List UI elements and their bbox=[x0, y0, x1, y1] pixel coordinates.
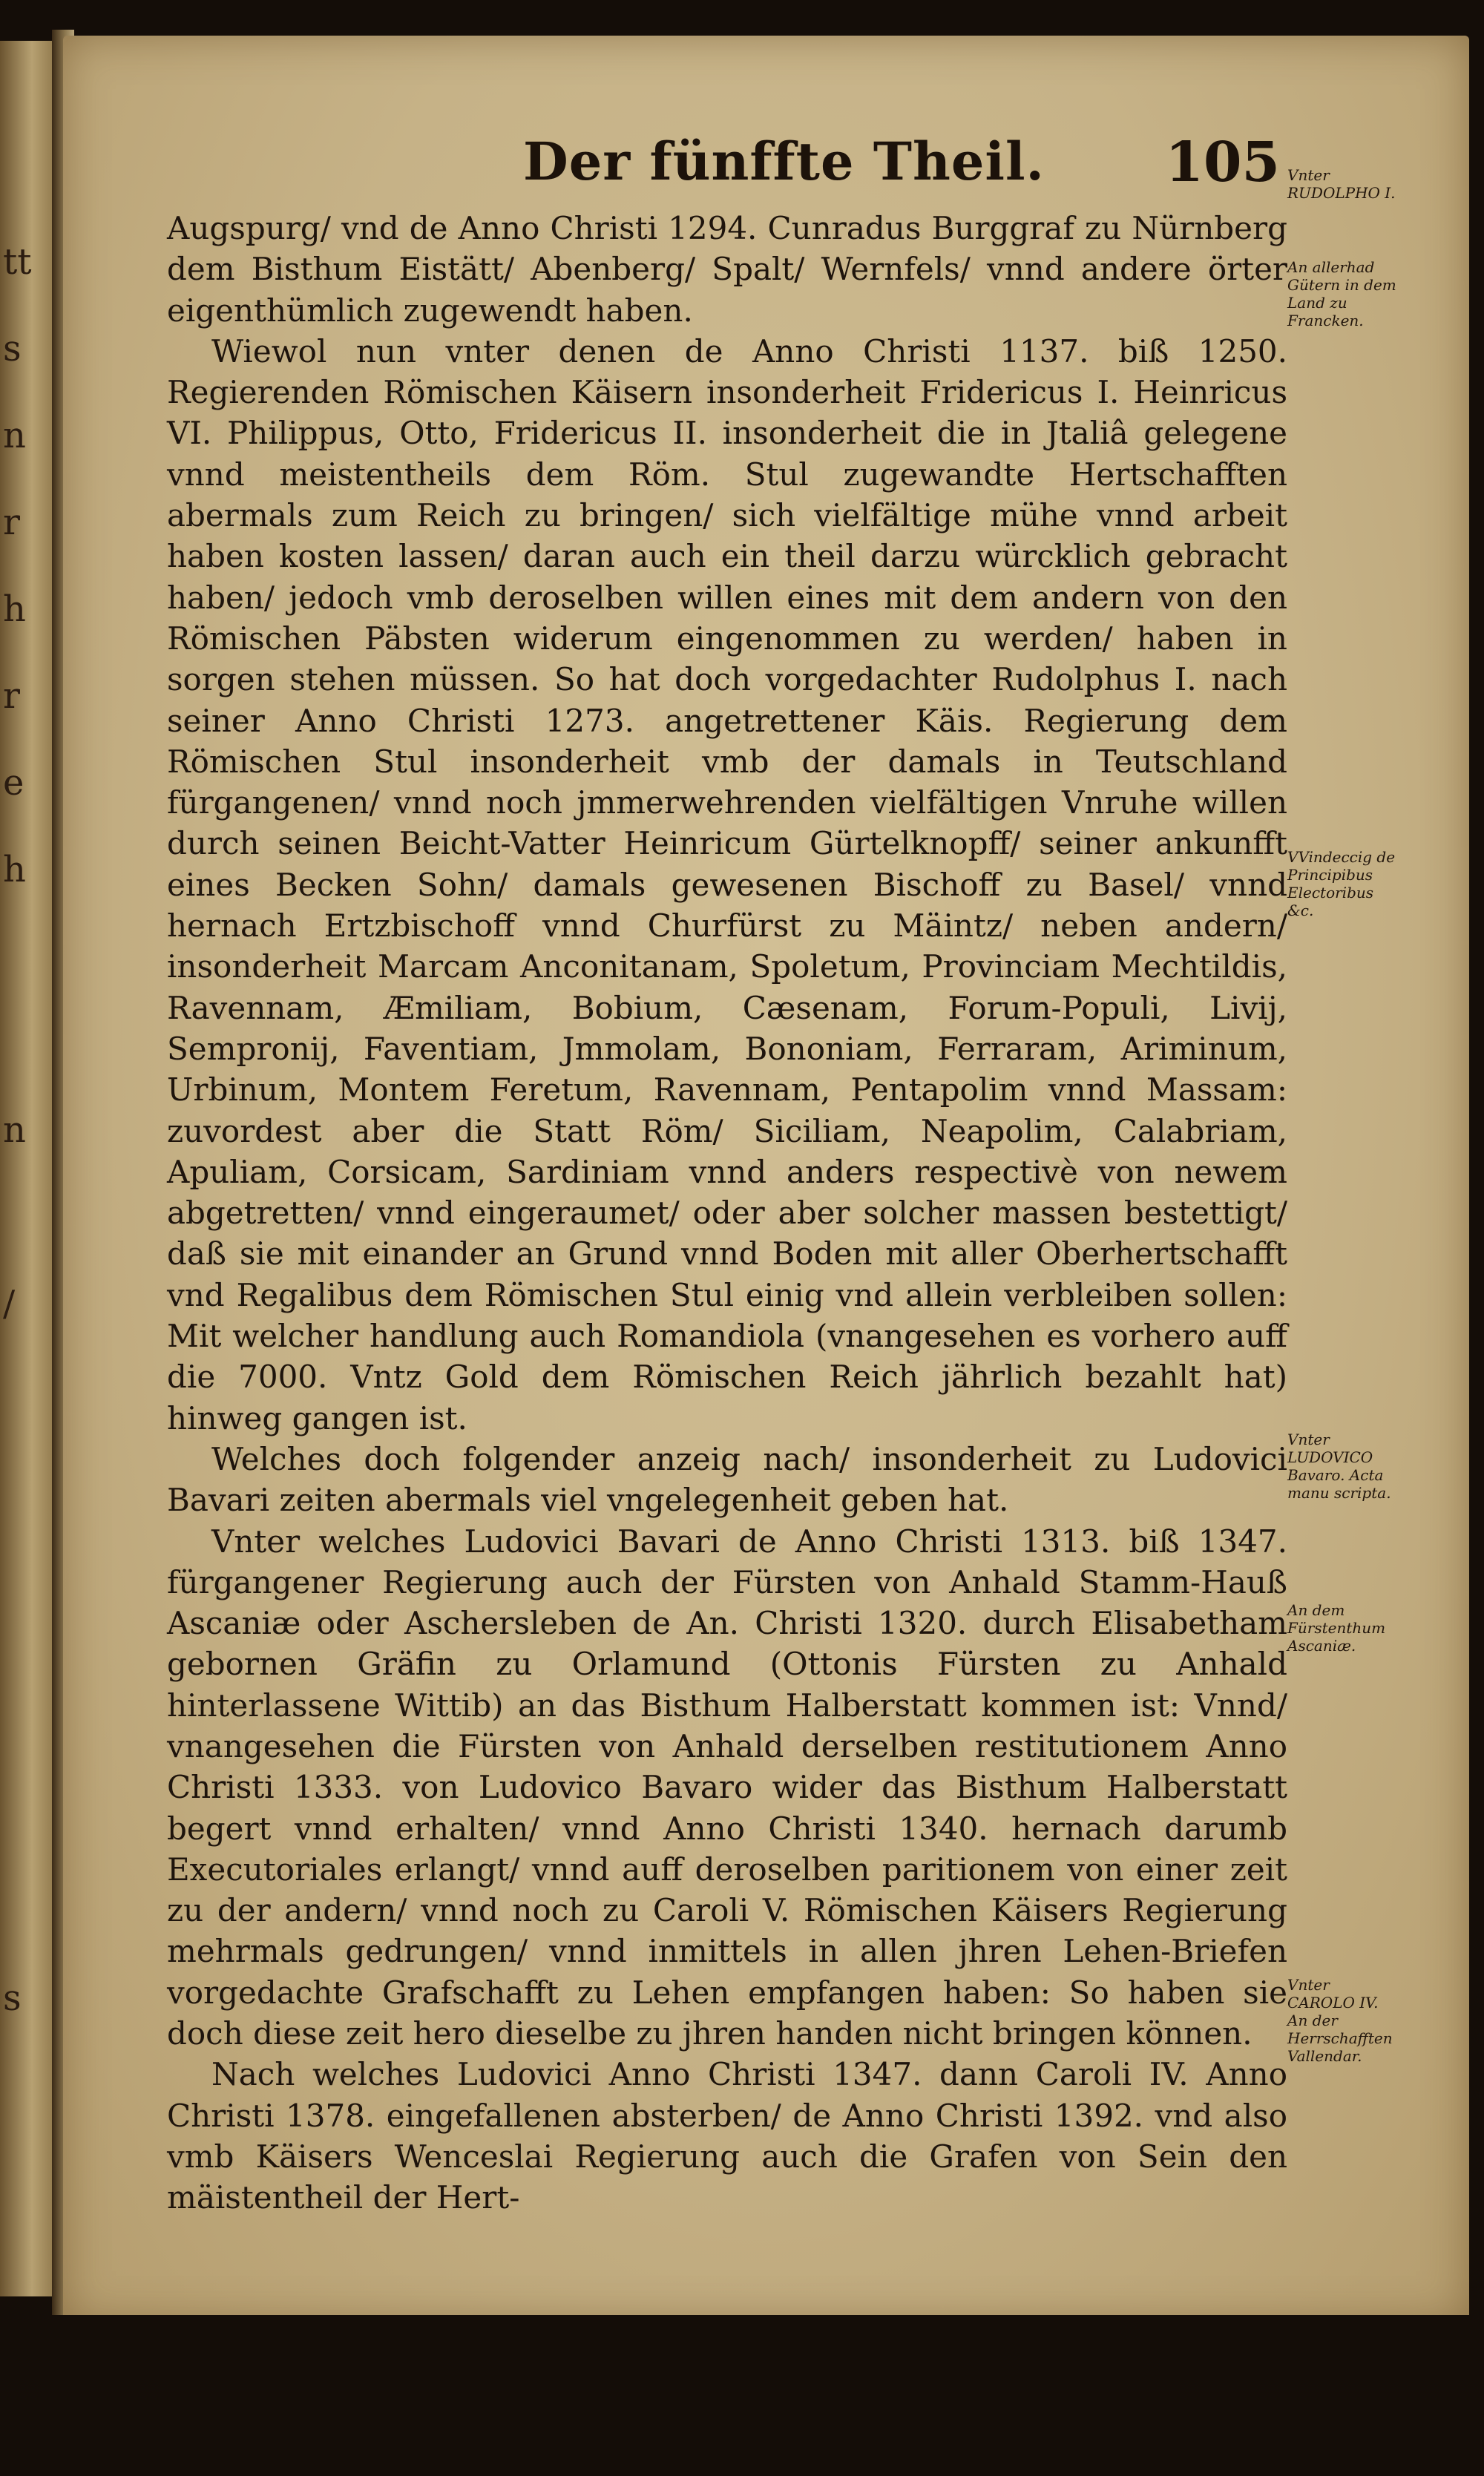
paragraph: Vnter welches Ludovici Bavari de Anno Christi 1313. biß 1347. fürgangener Regierung auch der Fürsten von Anhald Stamm-Hauß Ascaniæ oder Aschersleben de An. Christi 1320. durch Elisabetham gebornen Gräfin zu Orlamund (Ottonis Fürsten zu Anhald hinterlassene Wittib) an das Bisthum Halberstatt kommen ist: Vnnd/ vnangesehen die Fürsten von Anhald derselben restitutionem Anno Christi 1333. von Ludovico Bavaro wider das Bisthum Halberstatt begert vnnd erhalten/ vnnd Anno Christi 1340. hernach darumb Executoriales erlangt/ vnnd auff deroselben paritionem von einer zeit zu der andern/ vnnd noch zu Caroli V. Römischen Käisers Regierung mehrmals gedrungen/ vnnd inmittels in allen jhren Lehen-Briefen vorgedachte Grafschafft zu Lehen empfangen haben: So haben sie doch diese zeit hero dieselbe zu jhren handen nicht bringen können. bbox=[167, 1523, 1287, 2052]
paragraph: Augspurg/ vnd de Anno Christi 1294. Cunradus Burggraf zu Nürnberg dem Bisthum Eistätt/ Abenberg/ Spalt/ Wernfels/ vnnd andere örter eigenthümlich zugewendt haben. bbox=[167, 210, 1287, 329]
body-text bbox=[167, 208, 1287, 2219]
margin-note: VVindeccig de Principibus Electoribus &c. bbox=[1287, 848, 1396, 919]
paragraph: Nach welches Ludovici Anno Christi 1347. dann Caroli IV. Anno Christi 1378. eingefallenen absterben/ de Anno Christi 1392. vnd also vmb Käisers Wenceslai Regierung auch die Grafen von Sein den mäistentheil der Hert- bbox=[167, 2056, 1287, 2216]
paragraph: Wiewol nun vnter denen de Anno Christi 1137. biß 1250. Regierenden Römischen Käisern insonderheit Fridericus I. Heinricus VI. Philippus, Otto, Fridericus II. insonderheit die in Jtaliâ gelegene vnnd meistentheils dem Röm. Stul zugewandte Hertschafften abermals zum Reich zu bringen/ sich vielfältige mühe vnnd arbeit haben kosten lassen/ daran auch ein theil darzu würcklich gebracht haben/ jedoch vmb deroselben willen eines mit dem andern von den Römischen Päbsten widerum eingenommen zu werden/ haben in sorgen stehen müssen. So hat doch vorgedachter Rudolphus I. nach seiner Anno Christi 1273. angetrettener Käis. Regierung dem Römischen Stul insonderheit vmb der damals in Teutschland fürgangenen/ vnnd noch jmmerwehrenden vielfältigen Vnruhe willen durch seinen Beicht-Vatter Heinricum Gürtelknopff/ seiner ankunfft eines Becken Sohn/ damals gewesenen Bischoff zu Basel/ vnnd hernach Ertzbischoff vnnd Churfürst zu Mäintz/ neben andern/ insonderheit Marcam Anconitanam, Spoletum, Provinciam Mechtildis, Ravennam, Æmiliam, Bobium, Cæsenam, Forum-Populi, Livij, Sempronij, Faventiam, Jmmolam, Bononiam, Ferraram, Ariminum, Urbinum, Montem Feretum, Ravennam, Pentapolim vnnd Massam: zuvordest aber die Statt Röm/ Siciliam, Neapolim, Calabriam, Apuliam, Corsicam, Sardiniam vnnd anders respectivè von newem abgetretten/ vnnd eingeraumet/ oder aber solcher massen bestettigt/ daß sie mit einander an Grund vnnd Boden mit aller Oberhertschafft vnd Regalibus dem Römischen Stul einig vnd allein verbleiben sollen: Mit welcher handlung auch Romandiola (vnangesehen es vorhero auff die 7000. Vntz Gold dem Römischen Reich jährlich bezahlt hat) hinweg gangen ist. bbox=[167, 332, 1287, 1436]
running-head: Der fünffte Theil. bbox=[523, 131, 1045, 192]
page-number: 105 bbox=[1165, 131, 1280, 194]
margin-note: Vnter CAROLO IV. An der Herrschafften Vallendar. bbox=[1287, 1976, 1393, 2065]
previous-page-margin-letters: tt s n r h r e h n / s bbox=[3, 241, 32, 2019]
margin-note: An dem Fürstenthum Ascaniæ. bbox=[1287, 1601, 1386, 1655]
book-page bbox=[63, 36, 1469, 2325]
scan-bottom-edge bbox=[63, 2315, 1469, 2381]
paragraph: Welches doch folgender anzeig nach/ insonderheit zu Ludovici Bavari zeiten abermals viel vngelegenheit geben hat. bbox=[167, 1440, 1287, 1519]
margin-note: Vnter RUDOLPHO I. bbox=[1287, 166, 1396, 202]
margin-note: Vnter LUDOVICO Bavaro. Acta manu scripta. bbox=[1287, 1431, 1391, 1502]
previous-page-edge bbox=[0, 41, 58, 2296]
margin-note: An allerhad Gütern in dem Land zu Francken. bbox=[1287, 258, 1396, 329]
page-header bbox=[167, 131, 1295, 205]
